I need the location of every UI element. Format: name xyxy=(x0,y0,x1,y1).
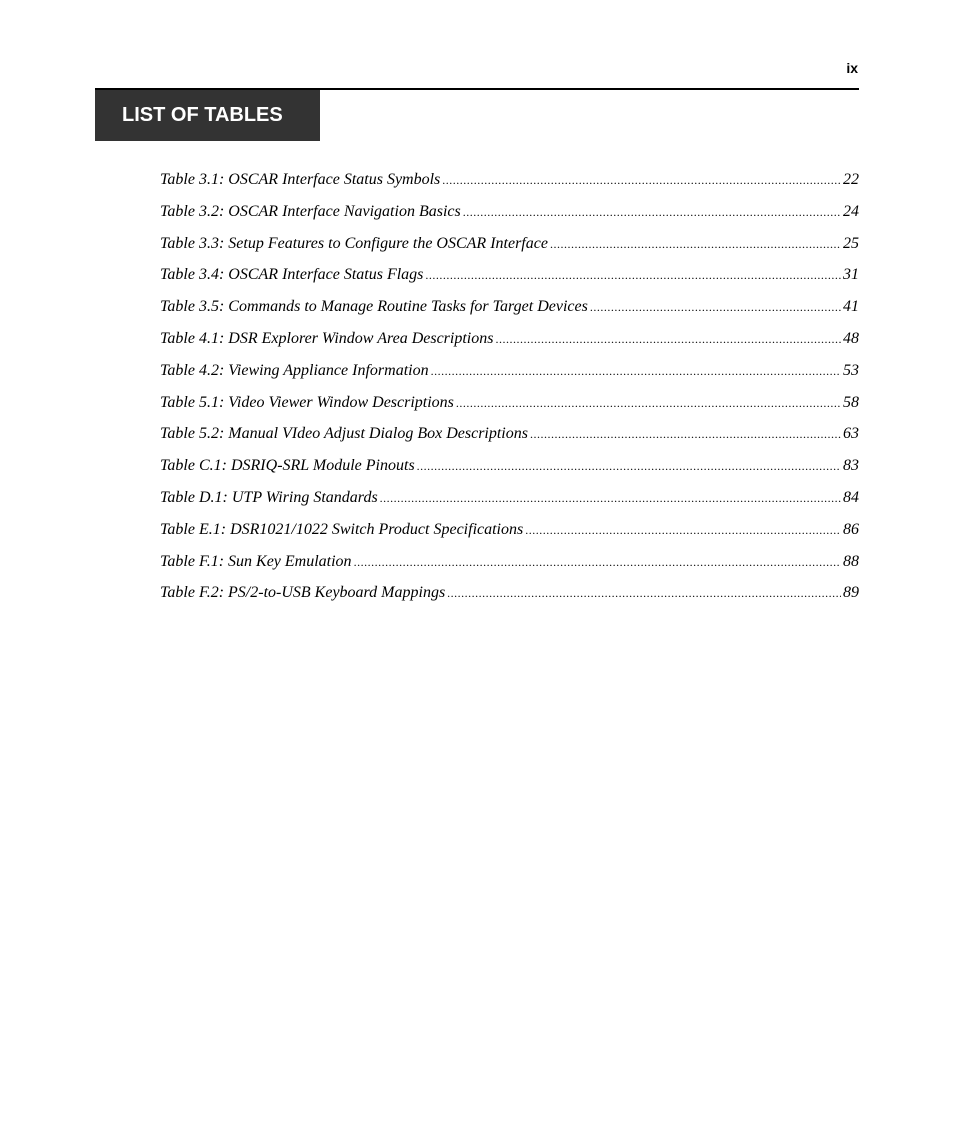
toc-entry-page: 24 xyxy=(843,202,859,220)
dot-leader xyxy=(354,550,841,574)
toc-entry[interactable] xyxy=(160,486,859,518)
toc-entry-page: 89 xyxy=(843,584,859,602)
dot-leader xyxy=(417,454,841,478)
dot-leader xyxy=(550,232,841,256)
table-of-tables-list xyxy=(160,168,859,613)
toc-entry[interactable] xyxy=(160,263,859,295)
toc-entry[interactable] xyxy=(160,391,859,423)
toc-entry-page: 22 xyxy=(843,171,859,188)
dot-leader xyxy=(442,168,841,192)
toc-entry[interactable] xyxy=(160,422,859,454)
dot-leader xyxy=(447,581,841,605)
toc-entry-title: Table D.1: UTP Wiring Standards xyxy=(160,488,378,506)
dot-leader xyxy=(431,359,841,383)
toc-entry-page: 63 xyxy=(843,425,859,443)
toc-entry[interactable] xyxy=(160,359,859,391)
toc-entry-title: Table 4.1: DSR Explorer Window Area Descriptions xyxy=(160,329,494,347)
dot-leader xyxy=(530,422,841,446)
toc-entry-page: 84 xyxy=(843,488,859,506)
toc-entry[interactable] xyxy=(160,518,859,550)
toc-entry[interactable] xyxy=(160,581,859,613)
toc-entry-title: Table 5.1: Video Viewer Window Descriptions xyxy=(160,393,454,411)
toc-entry-title: Table F.1: Sun Key Emulation xyxy=(160,552,352,570)
toc-entry-page: 88 xyxy=(843,552,859,570)
dot-leader xyxy=(425,263,841,287)
toc-entry-page: 48 xyxy=(843,329,859,347)
toc-entry-page: 83 xyxy=(843,457,859,475)
toc-entry-page: 41 xyxy=(843,298,859,316)
toc-entry-title: Table 3.5: Commands to Manage Routine Tasks for Target Devices xyxy=(160,298,588,316)
toc-entry[interactable] xyxy=(160,232,859,264)
toc-entry-title: Table E.1: DSR1021/1022 Switch Product Specifications xyxy=(160,520,524,538)
toc-entry-page: 53 xyxy=(843,361,859,379)
toc-entry-page: 86 xyxy=(843,520,859,538)
toc-entry-title: Table 3.3: Setup Features to Configure the OSCAR Interface xyxy=(160,234,548,252)
toc-entry[interactable] xyxy=(160,327,859,359)
toc-entry-title: Table C.1: DSRIQ-SRL Module Pinouts xyxy=(160,457,415,475)
toc-entry-title: Table 5.2: Manual VIdeo Adjust Dialog Box Descriptions xyxy=(160,425,528,443)
dot-leader xyxy=(495,327,841,351)
toc-entry-title: Table 3.4: OSCAR Interface Status Flags xyxy=(160,266,424,284)
page-number: ix xyxy=(846,60,858,76)
dot-leader xyxy=(463,200,841,224)
toc-entry-page: 25 xyxy=(843,234,859,252)
dot-leader xyxy=(525,518,841,542)
toc-entry[interactable] xyxy=(160,550,859,582)
toc-entry[interactable] xyxy=(160,168,859,200)
toc-entry[interactable] xyxy=(160,454,859,486)
toc-entry[interactable] xyxy=(160,295,859,327)
toc-entry-page: 31 xyxy=(843,266,859,284)
dot-leader xyxy=(590,295,841,319)
toc-entry-title: Table 3.2: OSCAR Interface Navigation Basics xyxy=(160,202,461,220)
toc-entry-page: 58 xyxy=(843,393,859,411)
toc-entry[interactable] xyxy=(160,200,859,232)
section-title: LIST OF TABLES xyxy=(95,90,320,141)
toc-entry-title: Table F.2: PS/2-to-USB Keyboard Mappings xyxy=(160,584,446,602)
dot-leader xyxy=(456,391,841,415)
toc-entry-title: Table 3.1: OSCAR Interface Status Symbols xyxy=(160,171,441,188)
dot-leader xyxy=(380,486,841,510)
toc-entry-title: Table 4.2: Viewing Appliance Information xyxy=(160,361,429,379)
